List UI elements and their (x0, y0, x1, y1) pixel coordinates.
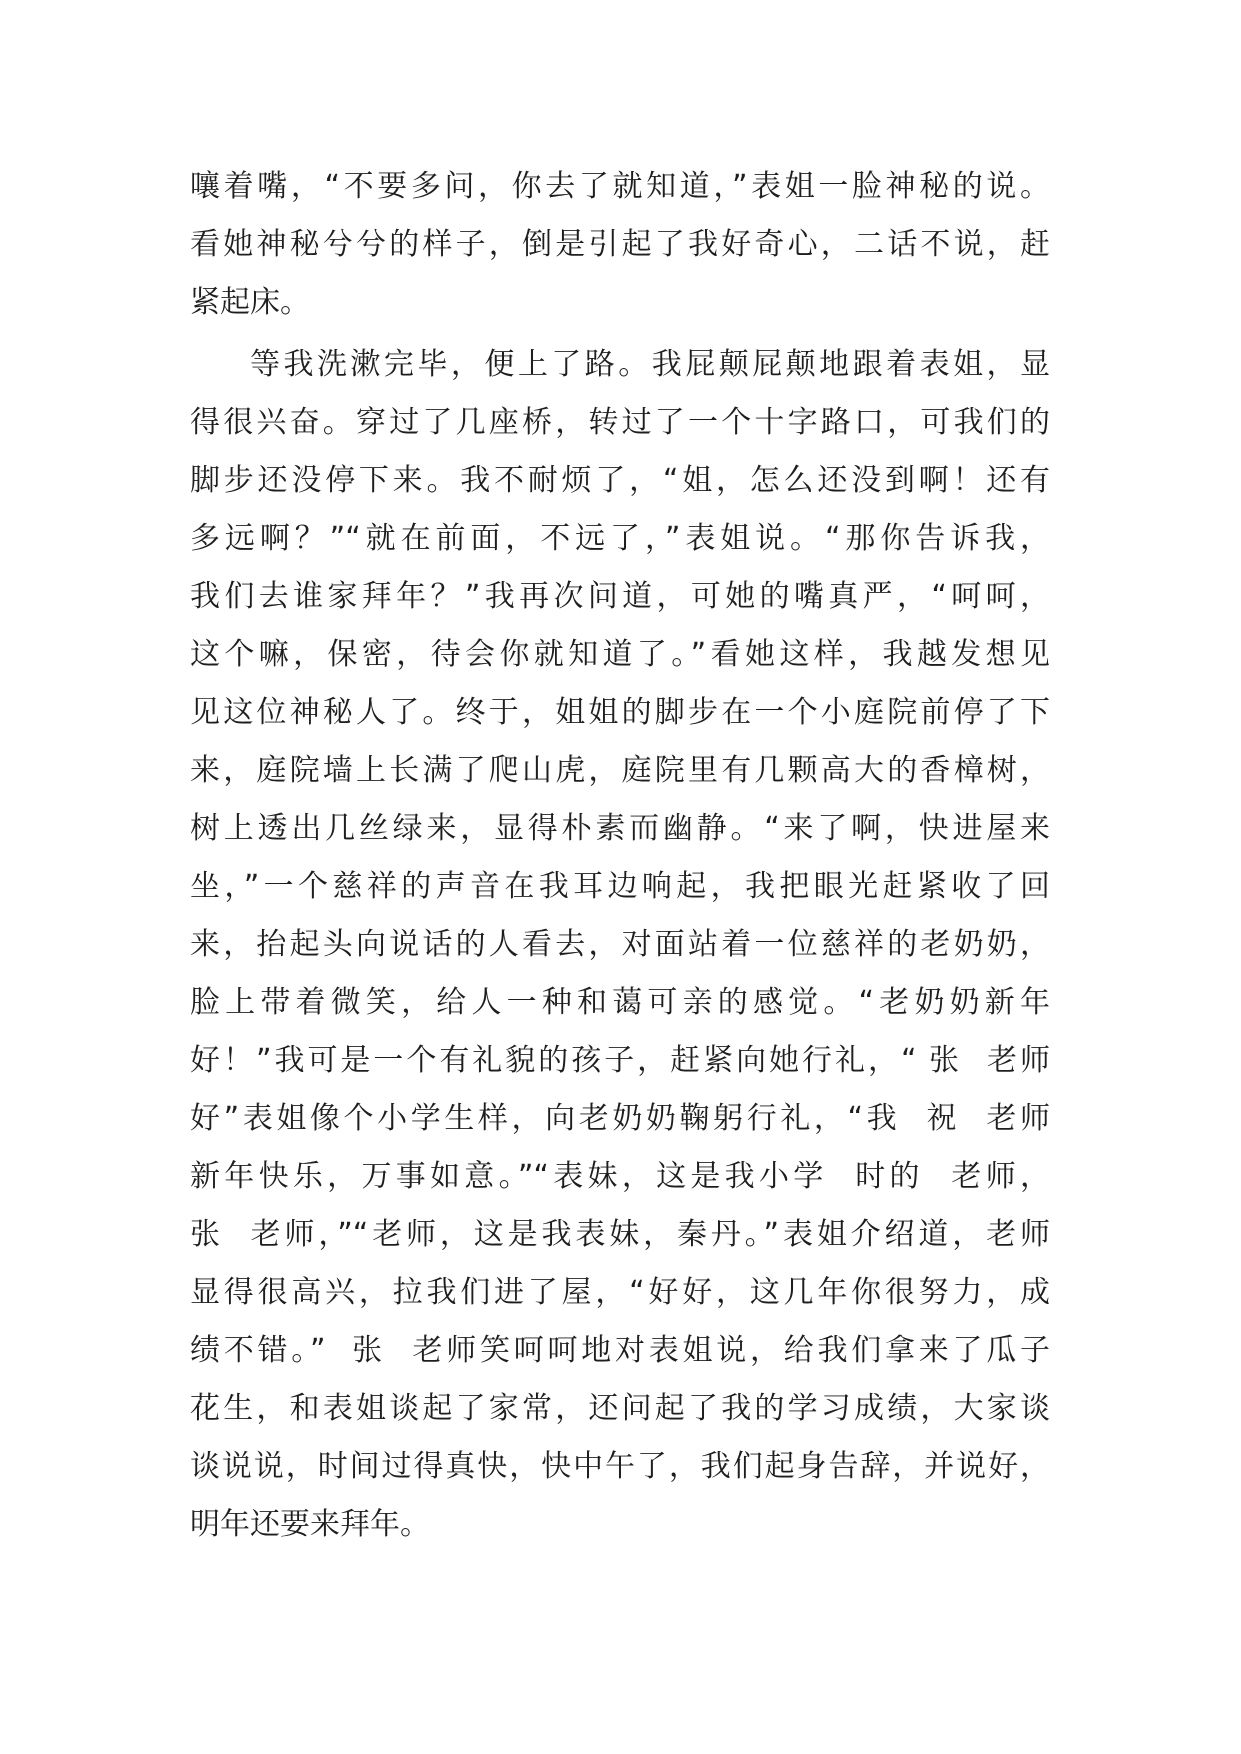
text-line: 来，抬起头向说话的人看去，对面站着一位慈祥的老奶奶， (190, 927, 1050, 962)
text-line: 张 老师，”“老师，这是我表妹，秦丹。”表姐介绍道，老师 (190, 1217, 1050, 1252)
text-line: 树上透出几丝绿来，显得朴素而幽静。“来了啊，快进屋来 (190, 811, 1050, 846)
text-line: 多远啊？”“就在前面，不远了，”表姐说。“那你告诉我， (190, 521, 1050, 556)
text-line: 嚷着嘴，“不要多问，你去了就知道，”表姐一脸神秘的说。 (190, 169, 1050, 204)
text-line: 紧起床。 (190, 285, 310, 320)
text-line: 看她神秘兮兮的样子，倒是引起了我好奇心，二话不说，赶 (190, 227, 1050, 262)
text-line: 谈说说，时间过得真快，快中午了，我们起身告辞，并说好， (190, 1449, 1050, 1484)
text-line: 绩不错。” 张 老师笑呵呵地对表姐说，给我们拿来了瓜子 (190, 1333, 1050, 1368)
paragraph-1 (190, 158, 1050, 332)
text-line: 得很兴奋。穿过了几座桥，转过了一个十字路口，可我们的 (190, 405, 1050, 440)
text-line: 来，庭院墙上长满了爬山虎，庭院里有几颗高大的香樟树， (190, 753, 1050, 788)
text-line: 新年快乐，万事如意。”“表妹，这是我小学 时的 老师， (190, 1159, 1050, 1194)
text-line: 花生，和表姐谈起了家常，还问起了我的学习成绩，大家谈 (190, 1391, 1050, 1426)
text-line: 好！”我可是一个有礼貌的孩子，赶紧向她行礼，“ 张 老师 (190, 1043, 1050, 1078)
text-line: 我们去谁家拜年？”我再次问道，可她的嘴真严，“呵呵， (190, 579, 1050, 614)
text-line: 见这位神秘人了。终于，姐姐的脚步在一个小庭院前停了下 (190, 695, 1050, 730)
paragraph-2 (190, 336, 1050, 1554)
text-line: 好”表姐像个小学生样，向老奶奶鞠躬行礼，“我 祝 老师 (190, 1101, 1050, 1136)
text-line: 坐，”一个慈祥的声音在我耳边响起，我把眼光赶紧收了回 (190, 869, 1050, 904)
body-text (190, 158, 1050, 1554)
text-line: 脚步还没停下来。我不耐烦了，“姐，怎么还没到啊！还有 (190, 463, 1050, 498)
text-line: 脸上带着微笑，给人一种和蔼可亲的感觉。“老奶奶新年 (190, 985, 1050, 1020)
text-line: 等我洗漱完毕，便上了路。我屁颠屁颠地跟着表姐，显 (250, 347, 1050, 382)
text-line: 明年还要来拜年。 (190, 1507, 430, 1542)
text-line: 这个嘛，保密，待会你就知道了。”看她这样，我越发想见 (190, 637, 1050, 672)
text-line: 显得很高兴，拉我们进了屋，“好好，这几年你很努力，成 (190, 1275, 1050, 1310)
